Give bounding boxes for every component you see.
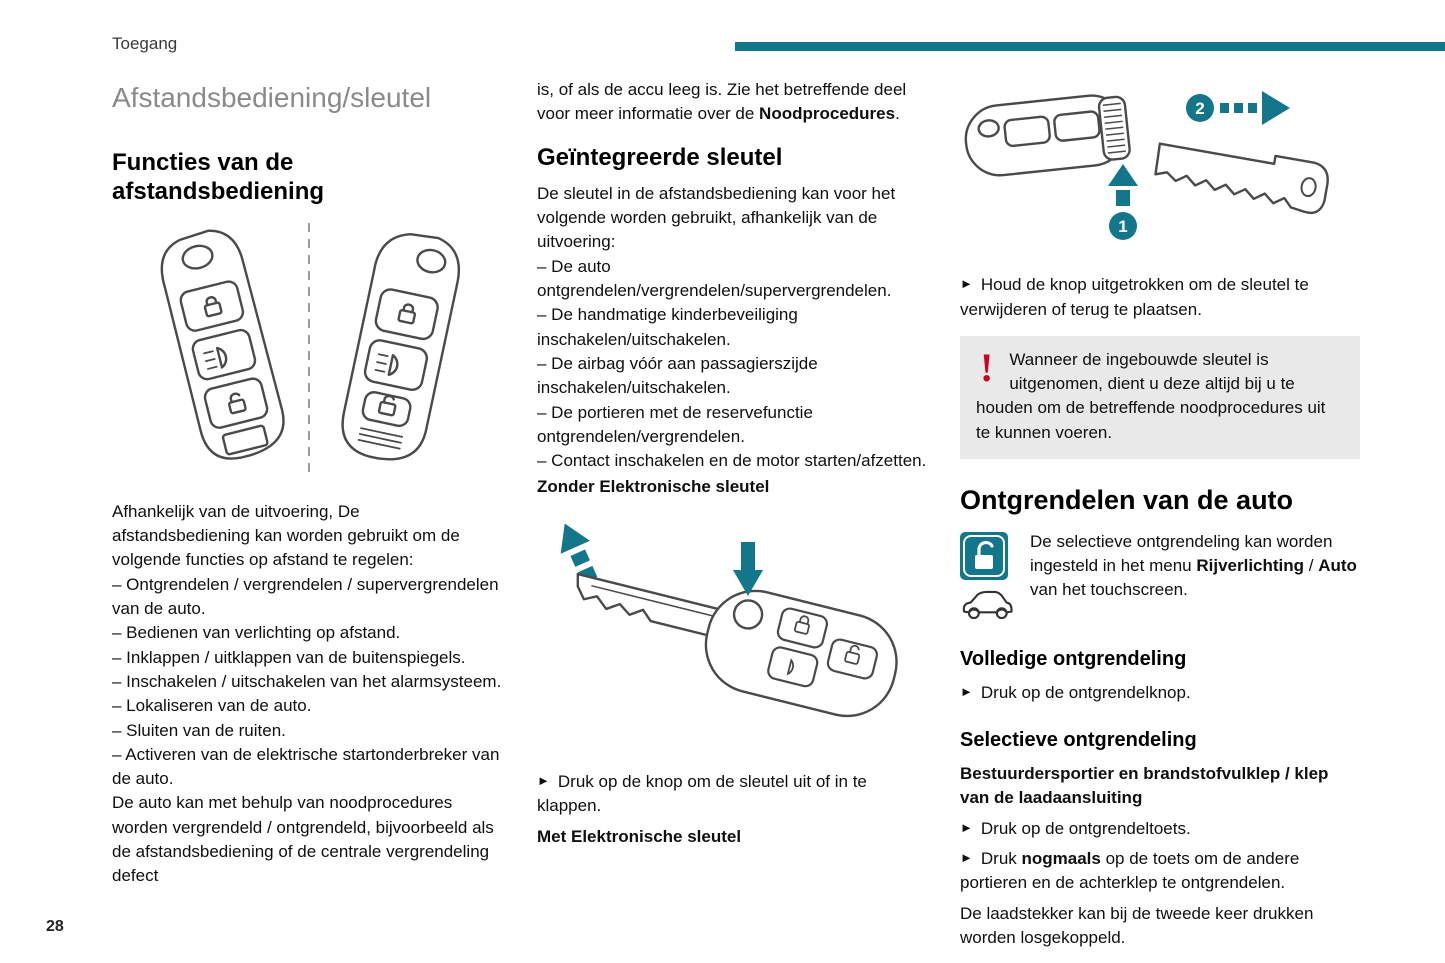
list-item: – De airbag vóór aan passagierszijde inschakelen/uitschakelen. (537, 353, 818, 398)
instruction (960, 847, 1360, 896)
instruction-text: Houd de knop uitgetrokken om de sleutel te verwijderen of terug te plaatsen. (960, 275, 1309, 319)
instruction (960, 681, 1360, 705)
body-text: De auto kan met behulp van noodprocedures worden vergrendeld / ontgrendeld, bijvoorbeeld als de afstandsbediening of de centrale vergrendeling defect (112, 793, 494, 886)
instruction (537, 770, 927, 819)
text-run: . (895, 104, 900, 124)
section-heading-integrated-key: Geïntegreerde sleutel (537, 143, 783, 171)
text-run: op de toets om de andere portieren en de achterklep te ontgrendelen. (960, 849, 1300, 893)
bold-text: nogmaals (1021, 849, 1101, 869)
integrated-key-svg (537, 512, 917, 757)
bold-text: Noodprocedures (759, 104, 896, 124)
pointer-icon: ► (960, 850, 973, 866)
instruction (960, 273, 1360, 322)
pointer-icon: ► (960, 819, 973, 835)
body-text: Afhankelijk van de uitvoering, De afstandsbediening kan worden gebruikt om de volgende functies op afstand te regelen: (112, 501, 460, 570)
header-accent-bar (735, 42, 1445, 51)
instruction (960, 817, 1360, 841)
body-text: De laadstekker kan bij de tweede keer drukken worden losgekoppeld. (960, 903, 1314, 947)
page-number: 28 (46, 918, 64, 935)
subheading-without-electronic-key: Zonder Elektronische sleutel (537, 477, 770, 497)
key-removal-svg (960, 78, 1358, 256)
list-item: – De portieren met de reservefunctie ontgrendelen/vergrendelen. (537, 402, 813, 446)
list-item: – Contact inschakelen en de motor starten/afzetten. (537, 451, 927, 471)
page-title: Afstandsbediening/sleutel (112, 82, 432, 113)
list-item: – De handmatige kinderbeveiliging inschakelen/uitschakelen. (537, 305, 798, 349)
step-1-label: 1 (1118, 217, 1128, 236)
bold-text: Rijverlichting (1196, 555, 1305, 575)
page-header-label: Toegang (112, 34, 178, 53)
integrated-key-illustration (537, 512, 927, 764)
list-item: – Ontgrendelen / vergrendelen / supervergrendelen van de auto. (112, 574, 499, 619)
car-icon (960, 587, 1014, 623)
unlock-icon (960, 532, 1008, 580)
list-item: – Sluiten van de ruiten. (112, 720, 286, 740)
column-right (960, 78, 1360, 950)
subheading-with-electronic-key: Met Elektronische sleutel (537, 826, 742, 846)
bold-text: Auto (1318, 555, 1357, 575)
subheading-full-unlock: Volledige ontgrendeling (960, 647, 1187, 670)
instruction-text: Druk op de knop om de sleutel uit of in te klappen. (537, 772, 867, 816)
pointer-icon: ► (960, 276, 973, 292)
list-item: – Lokaliseren van de auto. (112, 696, 312, 716)
two-remote-keys-illustration (112, 221, 502, 486)
list-item: – Inklappen / uitklappen van de buitenspiegels. (112, 647, 466, 667)
instruction-text: Druk op de ontgrendelknop. (980, 683, 1191, 703)
instruction-text: Druk op de ontgrendeltoets. (980, 818, 1191, 838)
column-middle (537, 78, 927, 851)
warning-text: Wanneer de ingebouwde sleutel is uitgenomen, dient u deze altijd bij u te houden om de betreffende noodprocedures uit te kunnen voeren. (976, 349, 1326, 442)
body-text (960, 530, 1360, 603)
list-item: – Bedienen van verlichting op afstand. (112, 623, 401, 643)
bold-paragraph: Bestuurdersportier en brandstofvulklep / klep van de laadaansluiting (960, 764, 1329, 808)
column-left (112, 78, 502, 889)
pointer-icon: ► (537, 773, 550, 789)
text-run: De selectieve ontgrendeling kan worden ingesteld in het menu (1030, 531, 1333, 575)
text-run: is, of als de accu leeg is. Zie het betreffende deel voor meer informatie over de (537, 80, 907, 124)
step-2-label: 2 (1195, 99, 1205, 118)
list-item: – Inschakelen / uitschakelen van het alarmsysteem. (112, 671, 502, 691)
section-heading-unlock-car: Ontgrendelen van de auto (960, 485, 1294, 516)
body-text: De sleutel in de afstandsbediening kan voor het volgende worden gebruikt, afhankelijk van de uitvoering: (537, 183, 896, 252)
key-removal-illustration (960, 78, 1360, 263)
pointer-icon: ► (960, 684, 973, 700)
warning-icon: ! (980, 344, 994, 390)
list-item: – De auto ontgrendelen/vergrendelen/supervergrendelen. (537, 256, 892, 301)
text-run: / (1304, 555, 1319, 575)
body-text (537, 78, 927, 127)
text-run: van het touchscreen. (1030, 580, 1188, 600)
remote-keys-svg (112, 221, 492, 479)
icon-stack (960, 532, 1018, 623)
subheading-selective-unlock: Selectieve ontgrendeling (960, 728, 1197, 751)
text-run: Druk (980, 849, 1022, 869)
list-item: – Activeren van de elektrische startonderbreker van de auto. (112, 744, 500, 789)
unlock-menu-block (960, 530, 1360, 625)
section-heading-functions: Functies van de afstandsbediening (112, 149, 325, 206)
warning-box (960, 336, 1360, 459)
